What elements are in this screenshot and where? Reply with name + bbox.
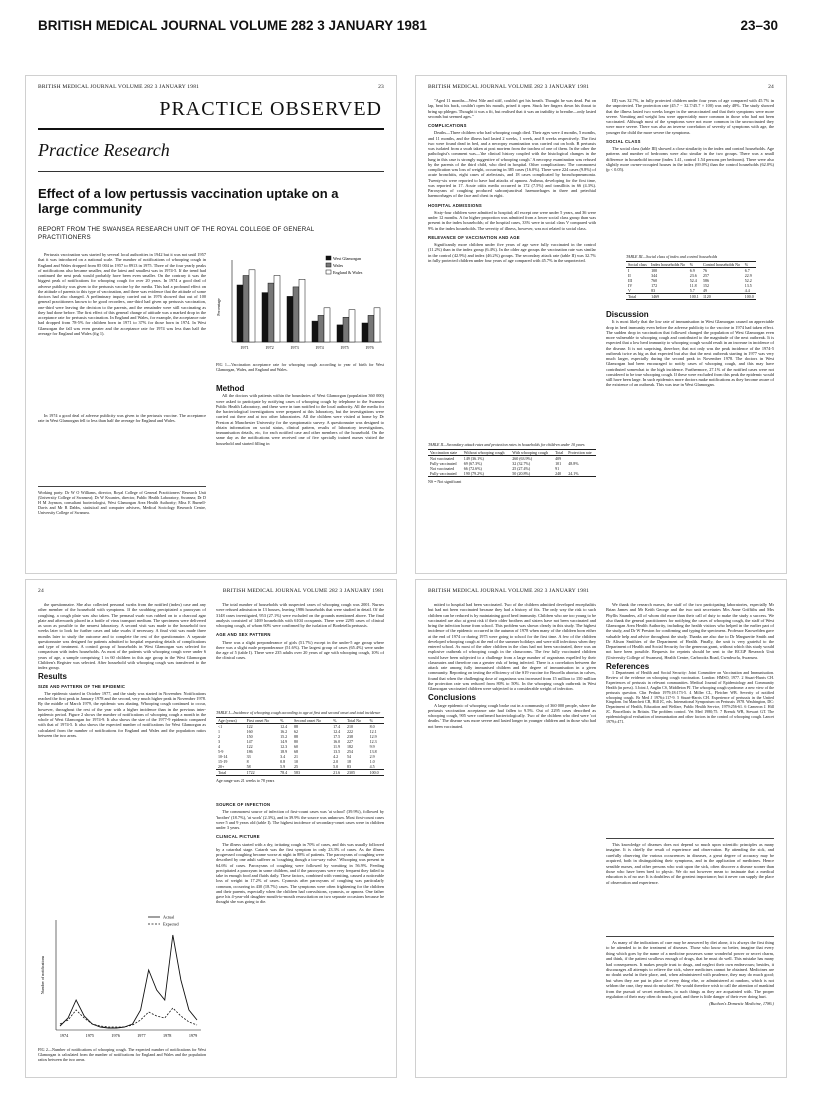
discussion-cont-text: mitted to hospital had been vaccinated. Two of the children admitted developed encephalitis but had not been vaccinated because they had a history of fits. The only way the risk to such children can be reduced is by maintaining good herd immunity. Children who are too young to be vaccinated are also at great risk if their older brothers and sisters have not been vaccinated and bring the infection home from school. This problem was shown clearly in this study. The highest incidence of the epidemic occurred in the autumn of 1978 when many of the children born either at the end of 1974 or during 1975 were going to school for the first time. A few of the children developed whooping cough at the end of the summer holidays and were still infectious when they entered school. As most of the other children in the class had not been vaccinated, there was an explosive outbreak of whooping cough in the classrooms. The few fully vaccinated children would have been subjected to a challenge from a large number of organisms expelled by their classmates and therefore ran a greater risk of being infected. There is a correlation between the attack rate among fully immunised children and the degree of immunisation in a given community. Reporting on testing the efficiency of the S19 vaccine for Brucella abortus in calves, found that when the challenging dose of organisms was increased from 15 million to 150 million the protection rate was reduced from 80% to 50%. In the whooping cough outbreak in West Glamorgan vaccinated children were subjected to a considerable weight of infection. [428,602,596,691]
cell: 147 [246,739,253,744]
page2-column-1 [428,98,596,438]
running-head [428,84,774,94]
bar [262,293,268,342]
parent-quote: "Aged 11 months—West Nile and stiff, couldn't get his breath. Thought he was dead. Put on lap, beat his back, couldn't open his mouth, prised it open. Stuck her fingers down his throat to bring up phlegm. Thought it was a fit, but realised that it was an inability to breathe—only lasted seconds but seemed ages." [428,98,596,119]
legend-swatch [326,263,331,267]
t2-h: Without whooping cough [462,450,510,456]
cell: 91 [555,466,560,471]
footnote-text: Working party: Dr W O Williams, director, Royal College of General Practitioners' Research Unit (University College of Swansea); Dr W Kwantes, director, Public Health Laboratory, Swansea; Dr D H M Joynson, consultant bacteriologist, West Glamorgan Area Health Authority; Miss E Burnell-Davis and Mr R Dabbs, statistical and computer advisers, Medical Sociology Research Centre, University College of Swansea. [38,490,206,515]
running-head [428,588,774,598]
bar [349,310,355,342]
discussion-heading: Discussion [606,310,649,319]
cell: Age (years) [216,718,245,724]
cell: 182 [346,744,353,749]
conclusions-heading: Conclusions [428,693,477,703]
cell: 32 (32.7%) [512,461,531,466]
legend-label: West Glamorgan [333,256,362,261]
cell: % [278,718,292,724]
t3-h: Social class [626,262,649,268]
cell: 25 (27.4%) [512,466,531,471]
legend-label: England & Wales [333,270,363,275]
x-tick-label: 1974 [59,1033,69,1038]
method-text: All the doctors with patients within the boundaries of West Glamorgan (population 360 000) were asked to participate by notifying cases of whooping cough by telephone to the Swansea Public Health Laboratory, and these were in turn notified to the local authority. All the media for the bacteriological investigations were prepared at this laboratory, but the investigations were carried out there and at two other laboratories. All the children were visited at home by Dr Preston at Manchester University for the symptomatic survey. A questionnaire was designed to obtain information on social status, clinical pattern, results of laboratory investigations, immunisation details, etc, for each notified case and other members of the household. On the same day as the notifications were received one of five specially trained nurses visited the household and started filling in [216,393,384,446]
cell: 100 [651,268,658,273]
method-cont-text: the questionnaire. She also collected personal swabs from the notified (index) case and any other member of the household with symptoms. If the swabbing precipitated a paroxysm of coughing, a cough plate was also taken. The pernasal swab was rubbed on to a charcoal agar plate and afterwards placed in a bottle of virus transport medium. The specimens were delivered as soon as possible to the nearest laboratory. A second visit was made to the household two weeks later to look for further cases and take swabs if necessary. A final visit was made three months later to study the outcome and to complete the rest of the questionnaire. A separate questionnaire was designed for patients admitted to hospital requesting details of complications and type of treatment. A control group of households in West Glamorgan was selected for comparison with index households. As most of the patients with whooping cough were under 6 years of age, a sample comprising 1 in 60 children in this age group in the West Glamorgan Children's Register was selected. After household with whooping cough was transferred to the index group. [38,602,206,670]
cell: 2305 [345,770,368,776]
journal-header [38,18,778,38]
cell: 52.2 [744,278,752,283]
cell: 172 [651,283,658,288]
bar [287,296,293,342]
discussion-column [606,308,774,566]
social-text: The social class (table III) showed a close similarity in the index and control households. Age patterns and number of bedrooms were also similar in the two groups. There was a small difference in household income (index 1.41, control 1.54 persons per bedroom). There were also slightly more owner-occupied houses in the index (69.0%) than the control households (62.0%) (p < 0.05). [606,146,774,172]
cell: 68 [294,749,298,754]
x-tick-label: 1974 [315,345,324,350]
fig1-caption [216,362,384,380]
bar [374,308,380,342]
cell: 66 (72.6%) [463,466,482,471]
cell: 5.0 [333,764,339,769]
page3-column-2 [216,602,384,707]
relevance-heading: RELEVANCE OF VACCINATION AND AGE [428,234,520,240]
clinical-heading: CLINICAL PICTURE [216,834,260,840]
quote-source: (Buchan's Domestic Medicine, 1786.) [709,1001,774,1007]
cell: 21.6 [331,770,345,776]
cell: 4.4 [744,288,750,293]
clinical-text: The illness started with a dry, irritating cough in 70% of cases, and this was usually followed by a catarrhal stage. Catarrh was the first symptom in only 23.3% of cases. As the illness progressed coughing became worse at night in 88% of patients. The paroxysms of coughing were described by one adult sufferer as 'coughing though a too-way valve.' Whooping was present in 64.6% of cases. Paroxysms of coughing were followed by vomiting in 56.9%. Feeding precipitated a paroxysm in some children, and if the paroxysms were very frequent they failed to take in enough food and fluids daily. These factors, combined with vomiting, caused a noticeable loss of weight in 17.2% of cases. Cyanosis after paroxysms of coughing was particularly common, occurring in 430 (18.7%) cases. The symptoms were often frightening for the children and their parents, especially when the children had convulsions, cyanosis, or apnoea. One father gave his 4-year-old daughter mouth-to-mouth resuscitation on two separate occasions because he thought she was going to die. [216,841,384,905]
protection-text: III) was 32.7%, in fully protected children under four years of age compared with 45.7% in the unprotected. The protection rate (45.7 − 32.7/45.7 × 100) was only 48%. The study showed that the illness lasted two weeks longer in the unvaccinated and that their symptoms were more severe. Vomiting and weight loss were appreciably more common in those who had not been vaccinated. Although most of the symptoms were not more common in the unvaccinated they were more severe. There was also an inverse correlation of severity of symptoms with age, the younger the child the more severe the symptoms. [606,98,774,135]
table-row [626,294,756,300]
cell: 3 [218,739,220,744]
cell: 15-19 [218,759,228,764]
cell: 5.9 [280,764,286,769]
cell: 18.9 [280,749,288,754]
cell: 54 [346,754,351,759]
t2-h: Total [553,450,566,456]
cell: 24.1% [566,471,596,477]
x-tick-label: 1972 [265,345,274,350]
table-3-grid [626,261,756,300]
actual-line [60,935,197,1028]
cell: 22.9 [744,273,752,278]
cell: 21 [294,754,298,759]
table-1 [216,710,384,783]
cell: 2.9 [369,754,375,759]
relevance-text: Significantly more children under five years of age were fully vaccinated in the control (11.2%) than in the index group (6.4%). In the older age groups the vaccination rate was similar in the control (42.9%) and index (46.2%) groups. The secondary attack rate (table II) was 32.7% in fully protected children under four years of age compared with 45.7% in the unprotected. [428,242,596,263]
households-text: The total number of households with suspected cases of whooping cough was 2001. Nurses were refused admission in 13 houses, leaving 1986 households that were studied in detail. Of the 3148 cases investigated, 953 (27.1%) were excluded on the grounds mentioned above. The final analysis consisted of 1469 households with 6104 occupants. There were 2295 cases of clinical whooping cough, of whom 60% were confirmed by the isolation of Bordetella pertussis. [216,602,384,628]
x-tick-label: 1971 [240,345,249,350]
social-heading: SOCIAL CLASS [606,138,641,144]
journal-header-pages: 23–30 [740,18,778,33]
cell: 12.4 [280,724,288,729]
table-3-title: TABLE III—Social class of index and control households [626,254,718,259]
cell: 238 [346,734,353,739]
cell: 4.2 [333,754,339,759]
cell: 149 (36.1%) [463,456,484,461]
quote-2-text: As many of the indications of cure may be answered by diet alone, it is always the first thing to be attended to in the treatment of diseases. Those who know no better, imagine that every thing which goes by the name of a medicine possesses some wonderful power or secret charm, and think, if the patient swallows enough of drugs, that he must do well. This mistake has many bad consequences. It makes people trust to drugs, and neglect their own endeavours; besides, it discourages all attempts to relieve the sick, where medicines cannot be obtained. Medicines are no doubt useful in their place, and, when administered with prudence, they may do much good; but when they are put in place of every thing else, or administered at random, which is not seldom the case, they must do mischief. We would therefore wish to call the attention of mankind from the pursuit of secret medicines, to such things as they are acquainted with. The proper regulation of their may often do much good, and there is little danger of their ever doing hurt. [606,940,774,1000]
cell: 0.8 [280,759,286,764]
running-head-text: BRITISH MEDICAL JOURNAL VOLUME 282 3 JANUARY 1981 [222,588,384,594]
cell: 190 (79.2%) [462,471,510,477]
cell: 23.6 [689,273,697,278]
cell: 2 [218,734,220,739]
cell: 6.9 [689,268,695,273]
cell: 13.5 [333,749,341,754]
cell: 227 [346,739,353,744]
t2-h: Vaccination state [428,450,462,456]
table-1-title: TABLE I—Incidence of whooping cough according to age at first and second onset and total incidence [216,710,381,715]
page2-column-2 [606,98,774,248]
agesex-heading: AGE AND SEX PATTERN [216,632,271,638]
cell: 100.1 [688,294,701,300]
cell: Total [216,770,245,776]
page-23 [26,76,396,573]
cell: 78.4 [278,770,292,776]
article-column-1 [38,252,206,412]
article-title: Effect of a low pertussis vaccination uptake on a large community [38,186,339,216]
x-tick-label: 1975 [340,345,349,350]
page-number: 24 [38,588,44,594]
working-party-footnote [38,490,206,550]
section-heading: PRACTICE OBSERVED [159,98,382,120]
page4-column-1 [428,602,596,1070]
x-tick-label: 1975 [85,1033,94,1038]
cell: Total [626,294,649,300]
cell: 60 [294,744,298,749]
cell: 344 [651,273,658,278]
fig1-chart [214,252,386,360]
size-text: The epidemic started in October 1977, and the study was started in November. Notifications reached the first peak in January 1978 and the second, very much higher peak in November 1978. By the middle of March 1979, the epidemic was abating. Whooping cough continued to occur, however, throughout the rest of the year with a higher incidence than in the previous inter-epidemic period. Figure 2 shows the number of notifications of whooping cough a month in the whole of West Glamorgan for 1974-9. It also shows the size of the 1977-9 epidemic compared with that of 1974-5. It also shows the expected number of notifications for West Glamorgan as calculated from the number of notifications for England and Wales and the population ratios between the two areas. [38,690,206,738]
bar [268,283,274,342]
cell: 5-9 [218,749,224,754]
cell: 20+ [218,764,225,769]
table-3-header [626,262,756,268]
cell: 15.2 [280,734,288,739]
cell: II [628,273,631,278]
cell: 52.4 [689,278,697,283]
cell: 3.4 [280,754,286,759]
table-2-grid [428,449,596,477]
legend-swatch [326,270,331,274]
table-3 [626,254,756,300]
cell: 260 (63.9%) [512,456,533,461]
quote-1-text: This knowledge of diseases does not depend so much upon scientific principles as many imagine. It is chiefly the result of experience and observation. By attending the sick, and carefully observing the various occurrences in diseases, a great degree of accuracy may be acquired, both in distinguishing their symptoms, and in the application of medicines. Hence sensible nurses, and other persons who wait upon the sick, often discover a disease sooner than those who have been bred to physic. We do not however mean to insinuate that a medical education is of no use: It is doubtless of the greatest importance; but it never can supply the place of observation and experience. [606,842,774,885]
cell: % [331,718,345,724]
bar [312,321,318,342]
y-axis-label: Percentage [216,298,221,316]
table-1-note: Age range was 21 weeks to 78 years [216,778,275,783]
cell: 186 [246,749,253,754]
cell: 8 [246,759,249,764]
y-axis-label: Number of notifications [40,955,45,995]
cell: 8.0 [369,724,375,729]
bar [249,270,255,342]
cell: 586 [702,278,709,283]
bar [343,317,349,342]
cell: 50 (20.8%) [510,471,553,477]
cell: 1722 [245,770,279,776]
cell: 11.8 [689,283,697,288]
cell: 12.9 [369,734,377,739]
cell: V [628,288,631,293]
x-tick-label: 1973 [290,345,299,350]
cell: 10 [294,759,298,764]
page-24-right [416,76,786,573]
fig2-caption [38,1047,206,1073]
bar [237,285,243,342]
bar [337,325,343,342]
bar [318,315,324,342]
page3-column-1 [38,602,206,902]
intro-text-cont: In 1974 a good deal of adverse publicity was given to the pertussis vaccine. The acceptance rate in West Glamorgan fell to less than half the average for England and Wales. [38,413,206,424]
cell: 1.0 [369,759,375,764]
bar [299,279,305,342]
buchan-quote-2 [606,940,774,1064]
cell: 11.9 [333,744,340,749]
cell: Not vaccinated [430,466,455,471]
cell: 1120 [701,294,743,300]
legend-label: Wales [333,263,344,268]
cell: 12.3 [369,739,377,744]
cell: 257 [702,273,709,278]
cell: 122 [246,724,253,729]
bar [243,276,249,343]
method-heading: Method [216,384,245,393]
page-number: 24 [768,84,774,90]
cell: 409 [555,456,562,461]
x-tick-label: 1978 [163,1033,172,1038]
t2-h: With whooping cough [510,450,553,456]
quote-rule [606,838,774,839]
cell: 13.5 [744,283,752,288]
cell: 583 [292,770,331,776]
table-2-title: TABLE II—Secondary attack rates and protection rates in households for children under 10 years [428,442,585,447]
section-subheading: Practice Research [38,140,170,160]
section-rule-2 [38,171,384,172]
discussion-text: It is most likely that the low rate of immunisation in West Glamorgan caused an appreciable drop in herd immunity even before the adverse publicity to the vaccine in 1974 had taken effect. The sudden drop in vaccination that followed changed the population of West Glamorgan even more vulnerable to whooping cough and contributed to the magnitude of the next outbreak. It is expected that a low herd immunity to whooping cough would result in an increase in incidence of the disease. It is not surprising, therefore, that not only was the peak incidence of the 1974-5 outbreak twice as big as that expected but also that the next outbreak starting in 1977 was very much larger, especially during the second peak in November 1978. The doctors in West Glamorgan had been encouraged to notify cases of whooping cough, and this may have contributed somewhat to the high incidence. Furthermore, 27.1% of the notified cases were not considered to be true whooping cough. If these were excluded from this peak the epidemic would still have been large. In such epidemics more doctors make notifications as they become aware of the existence of an outbreak. This was true in West Glamorgan. [606,319,774,388]
cell: 80 [294,739,298,744]
cell: 160 [246,729,253,734]
cell: 6.7 [744,268,750,273]
complications-text: Deaths—Three children who had whooping cough died. Their ages were 4 months, 5 months, and 11 months, and the illness had lasted 2 weeks, 1 week, and 8 weeks respectively. The first two were found dead in bed, and a necropsy examination was carried out on both. B pertussis was isolated from a swab taken at post mortem from the trachea of one of them. In the other the pathologist's comment was—'the clinical history coupled with the histological changes in the lung in this case is strongly suggestive of whooping cough.' A necropsy examination was refused by the parents of the third child, who died in hospital. Other complications: The commonest complication was loss of weight, occurring in 385 cases (16.0%). There were 224 cases (9.8%) of acute bronchitis, eight cases of atelectasis, and 18 cases complicated by bronchopneumonia. Twenty-six were reported to have had attacks of apnoea. Asthma, developing for the first time, was reported in 17. Acute otitis media occurred in 172 (7.5%) and tonsillitis in 66 (4.3%). Paroxysms of coughing produced subconjunctival haemorrhages in three and petechial haemorrhages of the face and chest in eight. [428,130,596,199]
cell: 83 [651,288,656,293]
legend-label: Expected [163,921,179,927]
results-heading: Results [38,672,67,682]
legend-label: Actual [163,914,175,920]
cell: 25 [294,764,298,769]
table-2-note: NS = Not significant [428,479,462,484]
cell: 4.5 [369,764,375,769]
page4-column-2 [606,602,774,834]
conclusions-text: A large epidemic of whooping cough broke out in a community of 360 000 people, where the pertussis vaccination acceptance rate had fallen to 9.5%. Out of 2295 cases described as whooping cough, 905 were confirmed bacteriologically. Two of the children who died were 'cot deaths.' The disease was more severe and lasted longer in younger children and in those who had not been vaccinated. [428,702,596,729]
legend-swatch [326,256,331,260]
bar [368,315,374,342]
page-26 [416,580,786,1077]
cell: 1469 [649,294,688,300]
references-heading: References [606,661,650,671]
t3-h: Index households No [649,262,688,268]
cell: 5.7 [689,288,695,293]
cell: 2.0 [333,759,339,764]
cell: 4 [218,744,220,749]
report-line: REPORT FROM THE SWANSEA RESEARCH UNIT OF THE ROYAL COLLEGE OF GENERAL PRACTITIONERS [38,226,315,241]
cell: 17.5 [333,734,341,739]
t2-h: Protection rate [566,450,596,456]
expected-line [60,1008,197,1027]
quote-rule-2 [606,936,774,937]
t3-h: % [743,262,756,268]
cell: 150 [246,734,253,739]
bar [293,287,299,342]
running-head-text: BRITISH MEDICAL JOURNAL VOLUME 282 3 JANUARY 1981 [38,84,200,90]
intro-text: Pertussis vaccination was started by several local authorities in 1942 but it was not until 1957 that it was introduced on a national scale. The number of notifications of whooping cough in England and Wales dropped from 85 004 in 1957 to 8913 in 1975. Three of the four yearly peaks of notifications also became smaller, and the latest and smallest was in 1974-5. If the trend had continued the next peak would probably have been even smaller. On the contrary it was the biggest peak of notifications for whooping cough for over 20 years. In 1974 a good deal of adverse publicity was given to the pertussis vaccine by the media. This had a profound effect on the attitude of parents to this type of vaccination, and there was evidence that the attitude of some doctors had also changed. A preliminary inquiry carried out in 1976 showed that out of 100 general practitioners known to be good recorders, one-third had given up pertussis vaccination, one-third were leaving the decision to the parents, and the remainder were still vaccinating as they had done before. The first effect of this general change of attitude was a marked drop in the acceptance rate for pertussis vaccination. In England and Wales, for example, the acceptance rate had dropped from 78-5% for children born in 1971 to 37% for those born in 1974. In West Glamorgan the fall was even greater and the acceptance rate for 1974 was less than half the average for England and Wales (fig 1). [38,252,206,336]
complications-heading: COMPLICATIONS [428,123,467,128]
cell: 76 [702,268,707,273]
page-24-left [26,580,396,1077]
footnote-rule [38,486,206,487]
size-heading: SIZE AND PATTERN OF THE EPIDEMIC [38,683,126,689]
cell: III [628,278,632,283]
cell: I [628,268,630,273]
acknowledgements-text: We thank the research nurses, the staff of the two participating laboratories, especially Mr Brian James and Mr Keith George and the two unit secretaries Mrs Anne Griffiths and Mrs Phyllis Saunders, all of whom did more than their call of duty to make the study a success. We also thank the general practitioners for notifying the cases of whooping cough, the staff of West Glamorgan Area Health Authority, including the health visitors who helped in the earlier part of the study, and Dr W Preston for confirming and typing the specimens. Professor Knowelden gave valuable help and advice throughout the study. Thanks are also due to Dr Marguerite Smith and Dr Alison Smithies of the Department of Health. Finally, the unit is very grateful to the Department of Health and Social Security for the generous grant, without which this study would not have been possible. Requests for reprints should be sent to the RCGP Research Unit (University College of Swansea), Health Centre, Carbrooks Road, Cwmbwrla, Swansea. [606,602,774,660]
cell: 88 [294,724,298,729]
cell: 88 [294,734,298,739]
cell: 69 (67.3%) [463,461,482,466]
source-heading: SOURCE OF INFECTION [216,802,271,807]
cell: 122 [246,744,253,749]
cell: First onset No [245,718,279,724]
cell: 10-14 [218,754,228,759]
table-2 [428,442,596,484]
running-head [38,588,384,598]
x-tick-label: 1977 [137,1033,146,1038]
bar [324,308,330,342]
running-head-text: BRITISH MEDICAL JOURNAL VOLUME 282 3 JANUARY 1981 [428,588,590,594]
cell: 760 [651,278,658,283]
cell: 210 [346,724,353,729]
cell: Fully vaccinated [428,471,462,477]
table-1-grid [216,717,384,776]
x-tick-label: 1979 [188,1033,198,1038]
t3-h: Control households No [701,262,743,268]
t3-h: % [688,262,701,268]
table-row [216,770,384,776]
cell: 83 [346,764,351,769]
agesex-text: There was a slight preponderance of girls (51.7%) except in the under-5 age group where there was a slight male preponderance (51.6%). The largest group of cases (65.4%) were under the age of 5 (table I). There were 235 adults over 20 years of age with whooping cough, 10% of the clinical cases. [216,639,384,661]
table-row [428,471,596,477]
page-number: 23 [378,84,384,90]
cell: % [368,718,384,724]
page3-column-2b [216,798,384,1070]
running-head-text: BRITISH MEDICAL JOURNAL VOLUME 282 3 JANUARY 1981 [428,84,590,90]
cell: 33 [246,754,251,759]
fig1-caption-text: FIG 1—Vaccination acceptance rate for whooping cough according to year of birth for West Glamorgan, Wales, and England and Wales. [216,362,384,372]
cell: 101 [555,461,562,466]
running-head [38,84,384,94]
cell: 16.0 [333,739,341,744]
x-tick-label: 1976 [111,1033,120,1038]
cell: 222 [346,729,353,734]
cell: Not vaccinated [430,456,455,461]
cell: 13.8 [369,749,377,754]
cell: 17.4 [333,724,341,729]
section-rule [38,128,384,130]
cell: 100.0 [368,770,384,776]
cell: Fully vaccinated [430,461,457,466]
cell: Total No [345,718,368,724]
cell: <1 [218,724,223,729]
cell: 14.9 [280,739,288,744]
cell: 62 [294,729,298,734]
cell: 12.3 [280,744,288,749]
fig2-caption-text: FIG 2—Number of notifications of whooping cough. The expected number of notifications for West Glamorgan is calculated from the number of notifications for England and Wales and the population ratios between the two areas. [38,1047,206,1062]
cell: IV [628,283,633,288]
buchan-quote-1 [606,842,774,932]
journal-header-title: BRITISH MEDICAL JOURNAL VOLUME 282 3 JANUARY 1981 [38,18,427,33]
cell: 58 [246,764,251,769]
cell: 12.4 [333,729,341,734]
bar [274,276,280,343]
cell: 1 [218,729,220,734]
cell: 254 [346,749,353,754]
references-text: 1 Department of Health and Social Security: Joint Committee on Vaccination and Immunisation. Review of the evidence on whooping cough vaccination. London: HMSO, 1977. 2 Stuart-Harris CH. Experiences of pertussis in relevant communities. Medical Journal of Epidemiology and Community Health (in press). 3 Joint J, Anglin CS, Middleton PJ. The whooping cough syndrome: a new view of the pertussis question. Clin Pediatr 1979;18:173-5. 4 Miller CL, Fletcher WB. Severity of notified whooping cough. Br Med J 1976;i:117-9. 5 Stuart-Harris CH. Experience of pertussis in the United Kingdom. Int Manchett CR, Hill JC, eds. International Symposium on Pertussis 1978. Washington, DC: Department of Health, Education and Welfare, Public Health Service, 1979:256-61. 6 Cameron J. Hill JC. Brucellosis in Britain. The problem control. Vet Med 1980;75. 7 Brenck WB, Stewart GT. The epidemiological evaluation of immunisation and other factors in the control of whooping cough. Lancet 1979;i:471. [606,670,774,725]
hospital-text: Sixty-four children were admitted to hospital; all except one were under 5 years, and 36 were under 12 months. A far higher proportion was admitted from a lower social class group than was present in the index households; of the hospital cases, 33% were in social class V compared with 9% in the index households. The severity of illness, however, was not related to social class. [428,209,596,231]
article-column-1-cont [38,413,206,483]
cell: 152 [702,283,709,288]
cell: 12.1 [369,729,377,734]
bar [362,323,368,342]
x-tick-label: 1976 [365,345,374,350]
cell: 240 [553,471,566,477]
table-2-header [428,450,596,456]
source-text: The commonest source of infection of first-count cases was 'at school' (39.9%), followed by 'brother' (18.7%), 'at work' (2.3%), and in 39.9% the source was unknown. Most first-count cases were 5 and 9 years old (table I). The highest incidence of secondary-onset cases were in children under 3 years. [216,809,384,830]
fig2-chart [38,905,206,1045]
cell: 9.9 [369,744,375,749]
cell: 49 [702,288,707,293]
cell: Second onset No [292,718,331,724]
method-column [216,382,384,562]
cell: 100.0 [743,294,756,300]
hospital-heading: HOSPITAL ADMISSIONS [428,202,483,208]
cell: 18 [346,759,351,764]
cell: 48.8% [568,461,579,466]
cell: 16.2 [280,729,288,734]
